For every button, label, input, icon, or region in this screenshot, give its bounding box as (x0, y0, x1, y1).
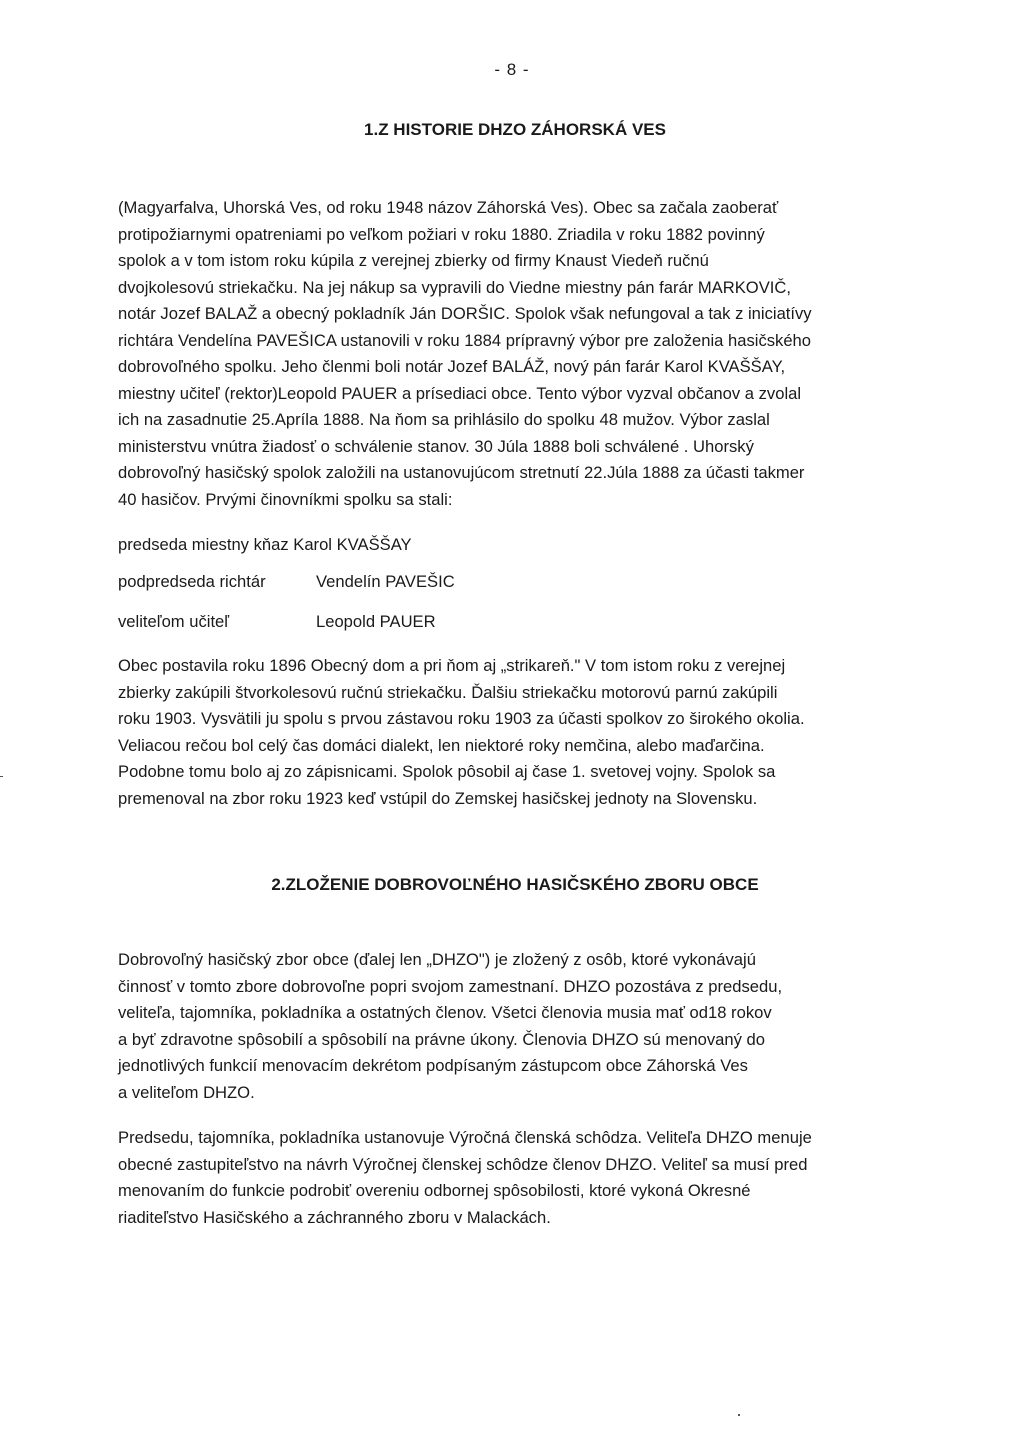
scan-mark-bottom (738, 1414, 740, 1416)
text-line: a veliteľom DHZO. (118, 1082, 255, 1102)
text-line: a byť zdravotne spôsobilí a spôsobilí na právne úkony. Členovia DHZO sú menovaný do (118, 1029, 765, 1049)
text-line: obecné zastupiteľstvo na návrh Výročnej členskej schôdze členov DHZO. Veliteľ sa musí pred (118, 1154, 808, 1174)
history-paragraph (118, 653, 918, 812)
officer-vice-chairman (118, 572, 455, 592)
text-line: Podobne tomu bolo aj zo zápisnicami. Spolok pôsobil aj čase 1. svetovej vojny. Spolok sa (118, 762, 776, 781)
officer-name: Leopold PAUER (316, 612, 436, 631)
officer-role: podpredseda richtár (118, 572, 266, 591)
text-line: menovaním do funkcie podrobiť overeniu odbornej spôsobilosti, ktoré vykoná Okresné (118, 1181, 751, 1200)
text-line: dobrovoľný hasičský spolok založili na ustanovujúcom stretnutí 22.Júla 1888 za účasti takmer (118, 463, 805, 482)
appointment-paragraph (118, 1125, 918, 1231)
composition-paragraph (118, 947, 918, 1106)
text-line: ministerstvu vnútra žiadosť o schválenie stanov. 30 Júla 1888 boli schválené . Uhorský (118, 436, 754, 456)
text-line: dvojkolesovú striekačku. Na jej nákup sa vypravili do Viedne miestny pán farár MARKOVIČ, (118, 277, 791, 297)
text-line: jednotlivých funkcií menovacím dekrétom podpísaným zástupcom obce Záhorská Ves (118, 1056, 748, 1075)
text-line: protipožiarnymi opatreniami po veľkom požiari v roku 1880. Zriadila v roku 1882 povinný (118, 224, 765, 244)
text-line: miestny učiteľ (rektor)Leopold PAUER a prísediaci obce. Tento výbor vyzval občanov a zvolal (118, 383, 802, 403)
text-line: Obec postavila roku 1896 Obecný dom a pri ňom aj „strikareň." V tom istom roku z verejnej (118, 656, 786, 675)
text-line: 40 hasičov. Prvými činovníkmi spolku sa stali: (118, 489, 453, 509)
text-line: Dobrovoľný hasičský zbor obce (ďalej len „DHZO") je zložený z osôb, ktoré vykonávajú (118, 950, 756, 969)
section-1-heading: 1.Z HISTORIE DHZO ZÁHORSKÁ VES (364, 120, 666, 139)
text-line: spolok a v tom istom roku kúpila z verejnej zbierky od firmy Knaust Viedeň ručnú (118, 251, 709, 270)
text-line: činnosť v tomto zbore dobrovoľne popri svojom zamestnaní. DHZO pozostáva z predsedu, (118, 976, 783, 996)
page-number: - 8 - (494, 60, 530, 79)
text-line: ich na zasadnutie 25.Apríla 1888. Na ňom sa prihlásilo do spolku 48 mužov. Výbor zaslal (118, 410, 770, 429)
text-line: Predsedu, tajomníka, pokladníka ustanovuje Výročná členská schôdza. Veliteľa DHZO menuje (118, 1128, 812, 1147)
text-line: (Magyarfalva, Uhorská Ves, od roku 1948 názov Záhorská Ves). Obec sa začala zaoberať (118, 198, 779, 217)
scan-mark-left (0, 776, 3, 777)
intro-paragraph (118, 195, 918, 513)
officer-chairman: predseda miestny kňaz Karol KVAŠŠAY (118, 535, 412, 554)
text-line: riaditeľstvo Hasičského a záchranného zboru v Malackách. (118, 1207, 551, 1227)
text-line: Veliacou rečou bol celý čas domáci dialekt, len niektoré roky nemčina, alebo maďarčina. (118, 735, 765, 755)
text-line: premenoval na zbor roku 1923 keď vstúpil do Zemskej hasičskej jednoty na Slovensku. (118, 788, 758, 808)
text-line: veliteľa, tajomníka, pokladníka a ostatných členov. Všetci členovia musia mať od18 rokov (118, 1003, 772, 1022)
text-line: notár Jozef BALAŽ a obecný pokladník Ján DORŠIC. Spolok však nefungoval a tak z iniciatívy (118, 304, 812, 323)
text-line: roku 1903. Vysvätili ju spolu s prvou zástavou roku 1903 za účasti spolkov zo širokého okolia. (118, 709, 805, 728)
section-2-heading: 2.ZLOŽENIE DOBROVOĽNÉHO HASIČSKÉHO ZBORU OBCE (271, 875, 759, 894)
text-line: dobrovoľného spolku. Jeho členmi boli notár Jozef BALÁŽ, nový pán farár Karol KVAŠŠAY, (118, 357, 786, 376)
text-line: richtára Vendelína PAVEŠICA ustanovili v roku 1884 prípravný výbor pre založenia hasičského (118, 330, 812, 350)
officer-role: veliteľom učiteľ (118, 612, 230, 631)
text-line: zbierky zakúpili štvorkolesovú ručnú striekačku. Ďalšiu striekačku motorovú parnú zakúpili (118, 682, 778, 702)
officer-name: Vendelín PAVEŠIC (316, 572, 455, 591)
officer-commander (118, 612, 436, 632)
